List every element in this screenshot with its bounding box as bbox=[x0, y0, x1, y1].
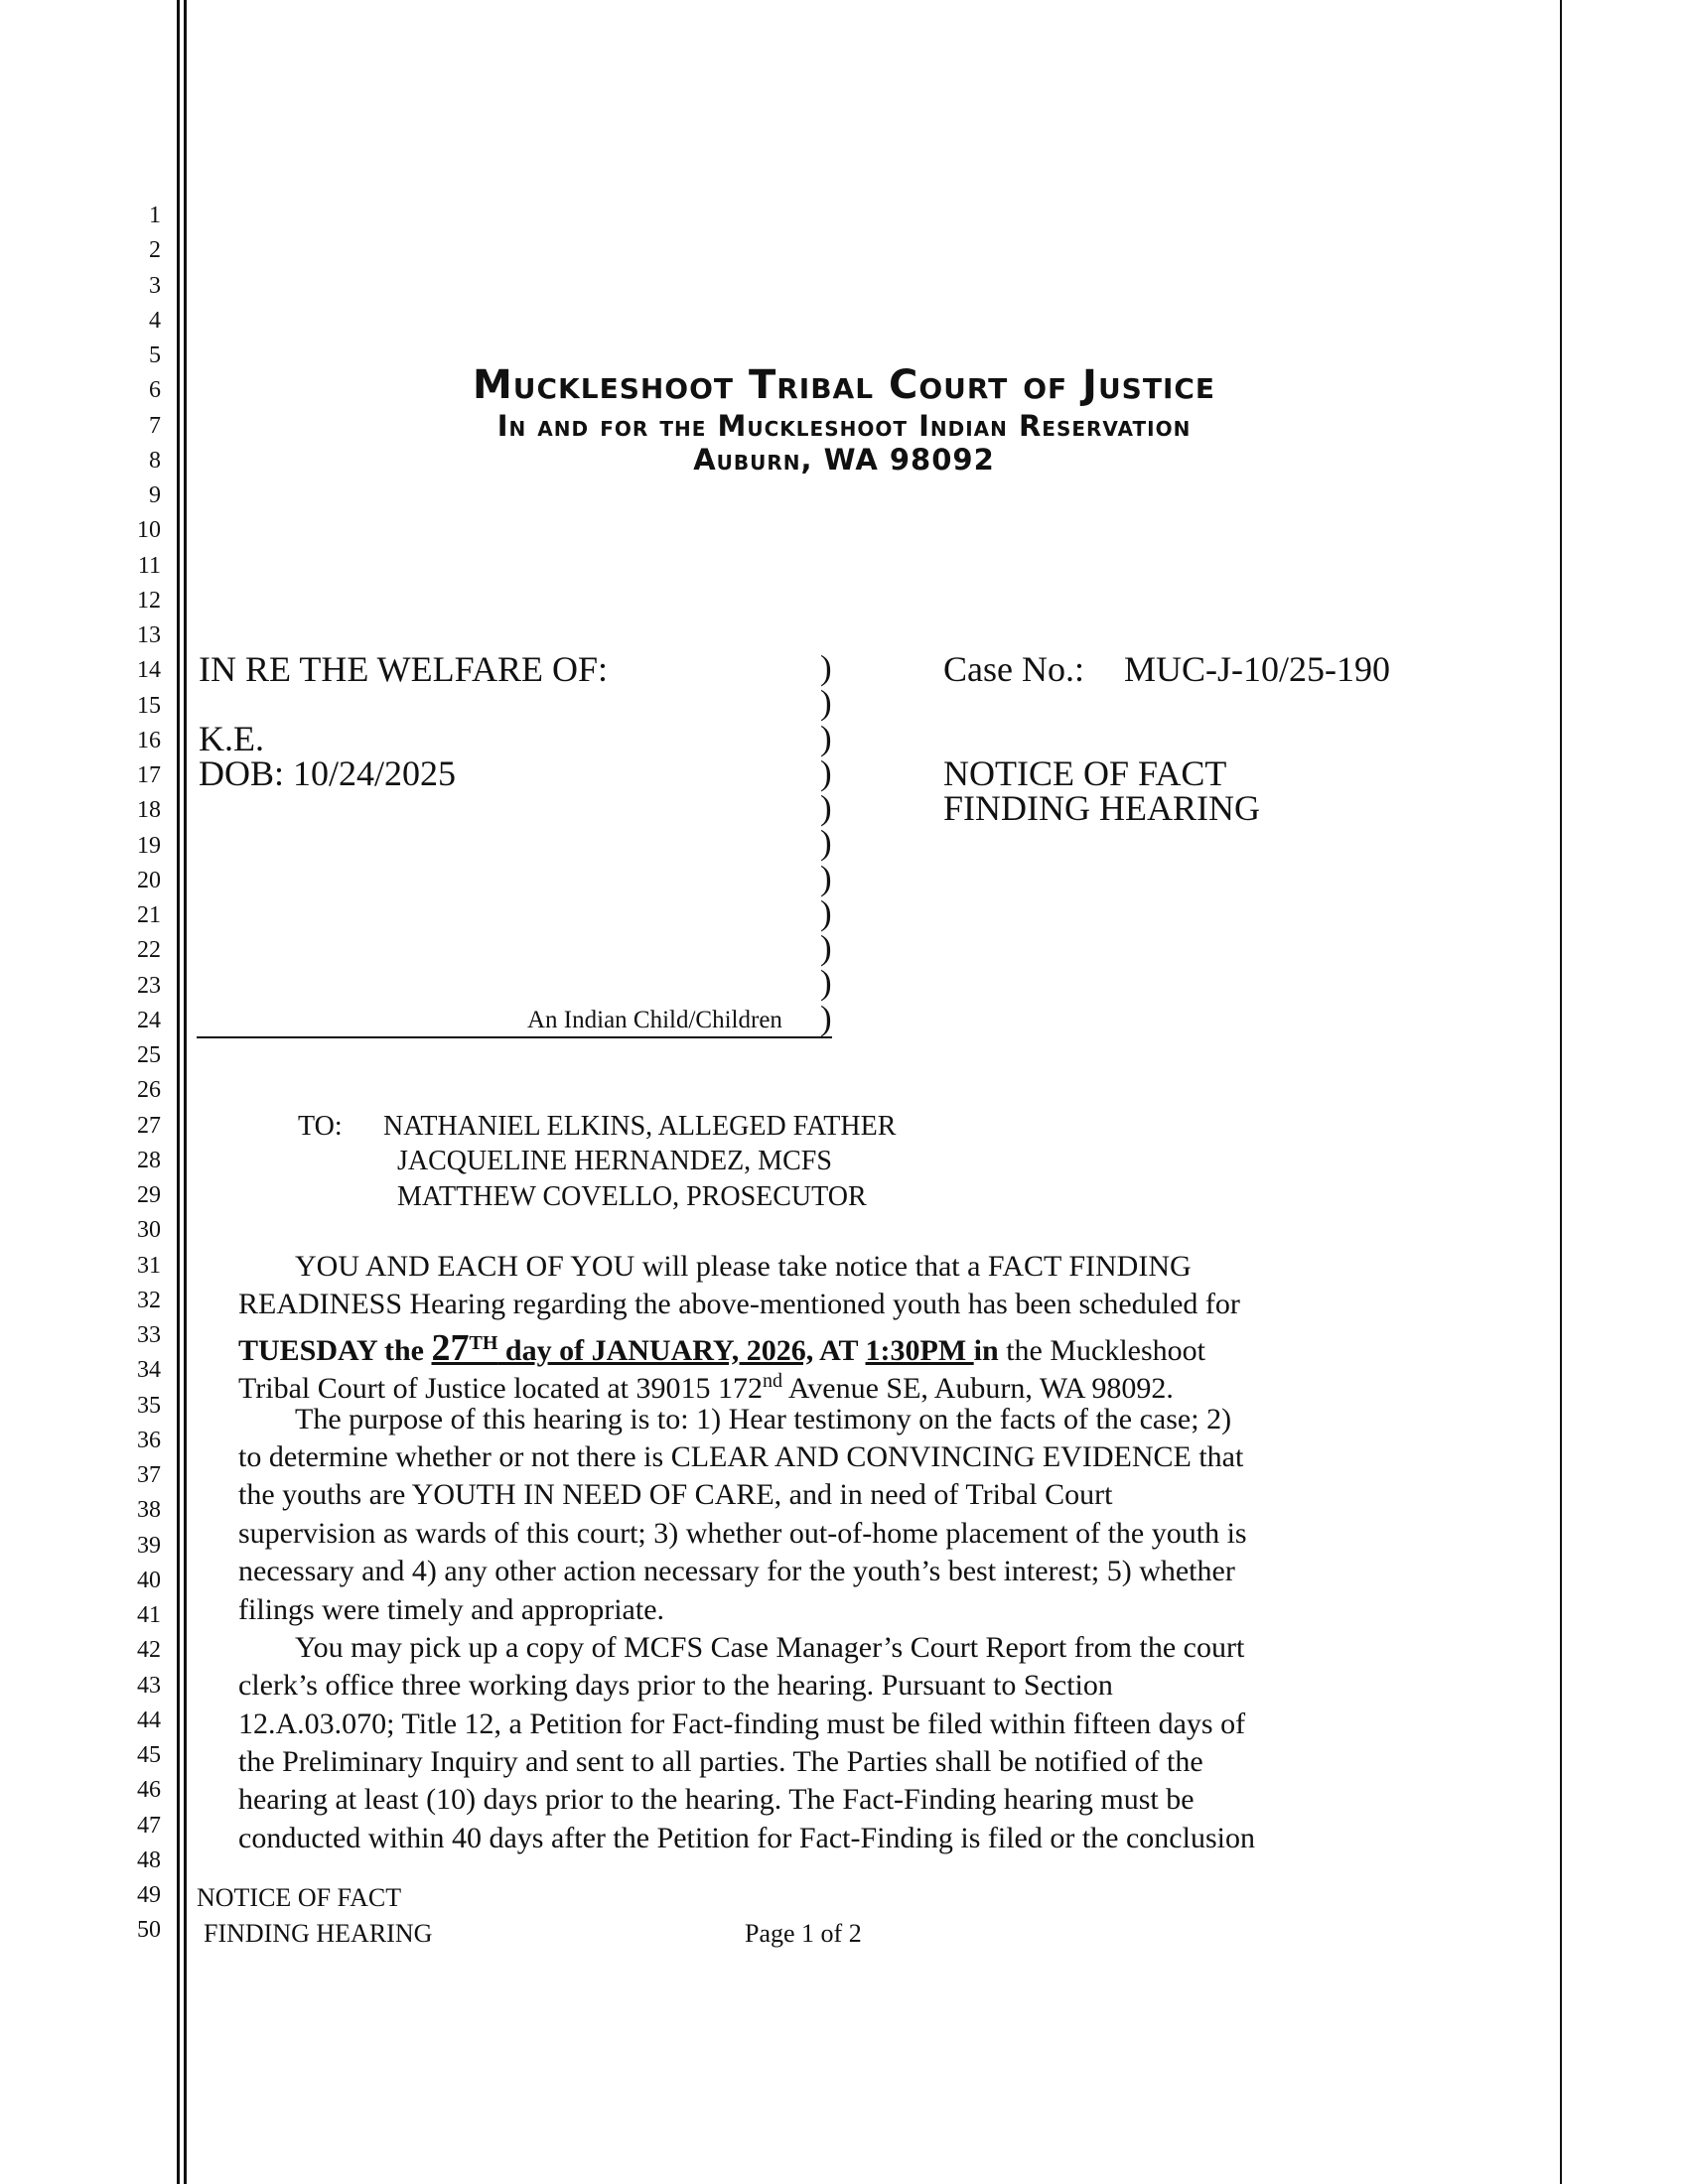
line-number: 36 bbox=[137, 1427, 161, 1453]
line-number: 34 bbox=[137, 1357, 161, 1384]
caption-paren: ) bbox=[820, 892, 832, 932]
page-number: Page 1 of 2 bbox=[745, 1919, 862, 1948]
child-initials: K.E. bbox=[199, 719, 264, 758]
notice-body bbox=[238, 1248, 1255, 1857]
caption-parentheses bbox=[820, 650, 840, 1035]
line-number: 33 bbox=[137, 1322, 161, 1348]
line-number: 3 bbox=[149, 272, 161, 299]
body-line: filings were timely and appropriate. bbox=[238, 1592, 665, 1626]
line-number: 32 bbox=[137, 1287, 161, 1313]
line-number: 29 bbox=[137, 1182, 161, 1208]
line-number: 49 bbox=[137, 1882, 161, 1908]
body-line-tail: the Muckleshoot bbox=[998, 1333, 1206, 1367]
hearing-day-number: 27TH day of JANUARY, 2026, bbox=[431, 1326, 814, 1369]
court-name: Muckleshoot Tribal Court of Justice bbox=[472, 362, 1216, 408]
line-number: 30 bbox=[137, 1217, 161, 1244]
line-number: 14 bbox=[137, 657, 161, 684]
line-number: 42 bbox=[137, 1637, 161, 1664]
hearing-time: 1:30PM bbox=[865, 1333, 974, 1367]
line-number: 46 bbox=[137, 1777, 161, 1804]
line-number: 20 bbox=[137, 867, 161, 893]
caption-paren: ) bbox=[820, 858, 832, 897]
line-number: 31 bbox=[137, 1252, 161, 1279]
line-number: 38 bbox=[137, 1497, 161, 1524]
recipient-item: JACQUELINE HERNANDEZ, MCFS bbox=[397, 1146, 832, 1177]
recipient-item: NATHANIEL ELKINS, ALLEGED FATHER bbox=[383, 1111, 897, 1142]
body-line: 12.A.03.070; Title 12, a Petition for Fact-finding must be filed within fifteen days of bbox=[238, 1706, 1246, 1740]
footer-title-line1: NOTICE OF FACT bbox=[197, 1883, 402, 1912]
line-number: 40 bbox=[137, 1567, 161, 1593]
recipient-item: MATTHEW COVELLO, PROSECUTOR bbox=[397, 1180, 867, 1212]
caption-paren: ) bbox=[820, 718, 832, 757]
child-dob: DOB: 10/24/2025 bbox=[199, 753, 457, 793]
line-number: 25 bbox=[137, 1042, 161, 1068]
to-label: TO: bbox=[298, 1111, 343, 1142]
line-number: 15 bbox=[137, 692, 161, 719]
line-number: 11 bbox=[137, 552, 161, 579]
body-line: the Preliminary Inquiry and sent to all parties. The Parties shall be notified of the bbox=[238, 1745, 1203, 1779]
hearing-in: in bbox=[973, 1333, 999, 1367]
line-number: 23 bbox=[137, 972, 161, 999]
body-line: READINESS Hearing regarding the above-mentioned youth has been scheduled for bbox=[238, 1288, 1240, 1321]
line-number: 17 bbox=[137, 762, 161, 788]
body-line: conducted within 40 days after the Petition for Fact-Finding is filed or the conclusion bbox=[238, 1821, 1255, 1854]
body-line: The purpose of this hearing is to: 1) Hear testimony on the facts of the case; 2) bbox=[295, 1402, 1232, 1435]
line-number: 24 bbox=[137, 1007, 161, 1033]
caption-paren: ) bbox=[820, 752, 832, 792]
line-number: 2 bbox=[149, 237, 161, 264]
court-jurisdiction: In and for the Muckleshoot Indian Reservation bbox=[496, 409, 1192, 443]
document-title-line1: NOTICE OF FACT bbox=[943, 753, 1227, 793]
left-margin-rule-inner bbox=[184, 0, 187, 2184]
case-number-label: Case No.: bbox=[943, 649, 1084, 689]
court-address-line: Tribal Court of Justice located at 39015 172nd Avenue SE, Auburn, WA 98092. bbox=[238, 1370, 1174, 1406]
caption-paren: ) bbox=[820, 823, 832, 863]
body-line: clerk’s office three working days prior to the hearing. Pursuant to Section bbox=[238, 1669, 1113, 1703]
line-number: 4 bbox=[149, 307, 161, 334]
body-line: necessary and 4) any other action necessary for the youth’s best interest; 5) whether bbox=[238, 1555, 1235, 1588]
body-line: the youths are YOUTH IN NEED OF CARE, and in need of Tribal Court bbox=[238, 1478, 1113, 1512]
caption-paren: ) bbox=[820, 788, 832, 827]
line-number: 27 bbox=[137, 1112, 161, 1139]
caption-paren: ) bbox=[820, 928, 832, 967]
line-number: 7 bbox=[149, 412, 161, 439]
court-location: Auburn, WA 98092 bbox=[693, 443, 995, 477]
line-number: 12 bbox=[137, 587, 161, 614]
line-number: 35 bbox=[137, 1392, 161, 1419]
line-number: 26 bbox=[137, 1077, 161, 1104]
line-number: 45 bbox=[137, 1742, 161, 1768]
line-number: 50 bbox=[137, 1917, 161, 1944]
line-number: 48 bbox=[137, 1846, 161, 1873]
caption-paren: ) bbox=[820, 683, 832, 723]
line-number: 41 bbox=[137, 1602, 161, 1628]
body-line: You may pick up a copy of MCFS Case Manager’s Court Report from the court bbox=[295, 1630, 1245, 1664]
caption-paren: ) bbox=[820, 998, 832, 1037]
line-number: 1 bbox=[149, 203, 161, 228]
line-number: 47 bbox=[137, 1812, 161, 1839]
line-number: 44 bbox=[137, 1706, 161, 1733]
line-number: 10 bbox=[137, 517, 161, 544]
child-label: An Indian Child/Children bbox=[527, 1007, 782, 1033]
right-margin-rule bbox=[1560, 0, 1562, 2184]
line-number: 21 bbox=[137, 902, 161, 928]
hearing-at: AT bbox=[813, 1333, 866, 1367]
caption-paren: ) bbox=[820, 648, 832, 687]
body-line: supervision as wards of this court; 3) whether out-of-home placement of the youth is bbox=[238, 1516, 1247, 1550]
line-number: 13 bbox=[137, 622, 161, 648]
line-number: 28 bbox=[137, 1147, 161, 1173]
recipient-list bbox=[383, 1109, 896, 1214]
footer-title-line2: FINDING HEARING bbox=[204, 1919, 433, 1948]
body-line: YOU AND EACH OF YOU will please take notice that a FACT FINDING bbox=[295, 1250, 1192, 1283]
line-number: 39 bbox=[137, 1532, 161, 1559]
body-line: hearing at least (10) days prior to the hearing. The Fact-Finding hearing must be bbox=[238, 1783, 1195, 1817]
line-number: 19 bbox=[137, 832, 161, 859]
line-number: 37 bbox=[137, 1462, 161, 1488]
document-title-line2: FINDING HEARING bbox=[943, 788, 1260, 828]
line-number: 16 bbox=[137, 727, 161, 753]
in-re-label: IN RE THE WELFARE OF: bbox=[199, 649, 608, 689]
line-number: 9 bbox=[149, 482, 161, 508]
case-number: MUC-J-10/25-190 bbox=[1124, 649, 1390, 689]
line-number: 6 bbox=[149, 377, 161, 404]
caption-underline bbox=[197, 1036, 832, 1038]
line-numbers bbox=[119, 199, 161, 1949]
hearing-day-name: TUESDAY bbox=[238, 1333, 377, 1367]
line-number: 18 bbox=[137, 797, 161, 824]
hearing-the: the bbox=[376, 1333, 432, 1367]
line-number: 22 bbox=[137, 937, 161, 964]
line-number: 8 bbox=[149, 447, 161, 474]
line-number: 5 bbox=[149, 342, 161, 368]
hearing-date-line bbox=[238, 1324, 1255, 1369]
caption-paren: ) bbox=[820, 963, 832, 1003]
body-line: to determine whether or not there is CLEAR AND CONVINCING EVIDENCE that bbox=[238, 1439, 1244, 1473]
line-number: 43 bbox=[137, 1672, 161, 1699]
left-margin-rule-outer bbox=[177, 0, 180, 2184]
